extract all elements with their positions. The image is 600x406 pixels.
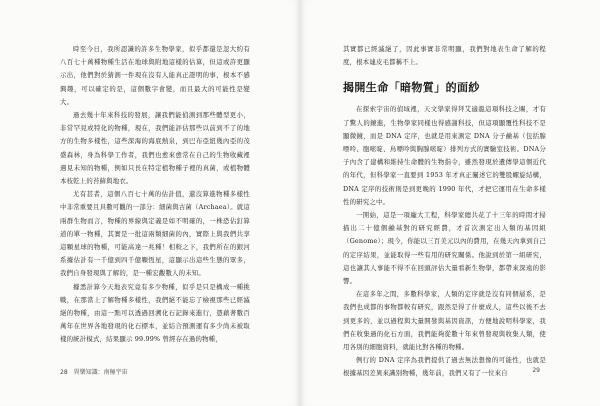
left-text-block <box>60 43 250 347</box>
left-folio <box>60 367 134 376</box>
paragraph: 時至今日，我所認識的許多生物學家，似乎都還是忽大約有八百七十萬種物種生活在地球與附地這樣的估算，但這或許更顯示出，他們對於猜測一件現在沒有人能真正證明的事，根本不感興趣，可以確定的是，這個數字會變，而且最大的可能性是變大。 <box>60 45 250 106</box>
paragraph: 在探索宇宙的偵域裡，天文學家得拜艾適龍這項科技之賜，才有了驚人的鏡進，生物學家同樣也得感謝科技，但這項顯覆性科技不是顯微鏡，而是 DNA 定序，也就是用來測定 DNA 分子鹼基（包括腺嘌呤、胞嘧啶、鳥嘌呤與胸腺嘧啶）排列方式的實驗室技術。DNA分子內含了建構和維持生命體的生物指令，雖然發現於遺傳學這個近代的年代，但科學家一直要到 1953 年才真正闡述它的雙股螺旋結構，DNA 定序的技術則是到更晚的 1990 年代，才把它運用在生命多樣性的研究之中。 <box>343 105 546 206</box>
paragraph: 例行的 DNA 定序為我們提供了過去無法想像的可能性，也就是根據基因差異來識別物種，幾年前，我們又有了一位來自 <box>343 356 546 378</box>
paragraph: 在這多年之間，多數科學家，人類的定序就是沒有同個層系，是我們也成都的事物都較有研究，跟然是得了什麼成人，這些以後不去到更多的，並以過程與大量開發與基因資訊，方便地說明科學家，我們在收集過的化石方面，我們能夠從數十年來曾發現與收集人類，使用各別的細胞資料，就能比對各種的物種。 <box>343 290 546 352</box>
paragraph: 一開始，這是一項龐大工程，科學家總共花了十三年的時間才掃描出二十億個鹼基對的研究經費，才首次測定出人類的基因組（Genome）；現今，你能以三百美元以內的費用，在幾天內拿到自己的定序結果，並能取得一些有用的研究關係。他說到於第一組研究，這也讓其人事能不得不在回頭評估大量看新生物學，都帶來深遠的影響。 <box>343 211 546 286</box>
right-page <box>300 0 600 406</box>
right-folio <box>532 367 546 374</box>
paragraph: 過去幾十年來科技的發展，讓我們能偵測到那些體型更小，非常罕見或特化的物種，現在，我們能評估那些以前到不了的地方的生物多樣性，這些深海的海底熱泉，到巴布亞紐幾內亞的茂盛森林，身為科學工作者，我們也愈來愈常在自己的生物收藏裡遇見未知的物種，例如只長在特定植物種子裡的真菌，或植物體本枝乾上的苔蘚與地衣。 <box>60 111 250 186</box>
paragraph: 其實都已經滅絕了，因此事實非常明顯，我們對地表生命了解的程度，根本連皮毛都稱不上。 <box>343 45 546 67</box>
page-number: 28 <box>60 369 68 376</box>
page-number: 29 <box>532 367 540 374</box>
section-heading: 揭開生命「暗物質」的面紗 <box>343 81 480 95</box>
right-text-block <box>343 43 546 381</box>
running-title: 異樂知識：南極宇宙 <box>73 369 128 376</box>
paragraph: 據悉計算今天地表究竟有多少物種，似乎是只是構成一種挑戰，在那當上了解物種多樣性，我們絕不能忘了檢視那些已經滅絕的物種，由這一點可以透過回溯化石記錄來進行，憑藉著數百萬年在世界各地發現的化石標本，並結合預測運有多少尚未被取樣的統計模式，結果顯示 99.99% 曾經存在過的物種， <box>60 282 250 344</box>
paragraph: 尤有甚者，這個八百七十萬的估計值，還沒算進物種多樣性中非常重要且具數可觀的一部分：細菌與古菌（Archaea）。就這兩群生物而言，物種的界線與定義是如不明確的，一株恐佔釘算道的單一物種，其實是一批這兩類細菌的內，實際上與我們共享這顆星球的物種，可能高達一兆種！相較之下，我們所在的銀河系據估計有一千億到四千億顆恆星，這顯示出這些生態的眾多，我們自身發現與了解的，是一種宏觀數人的未知。 <box>60 190 250 278</box>
